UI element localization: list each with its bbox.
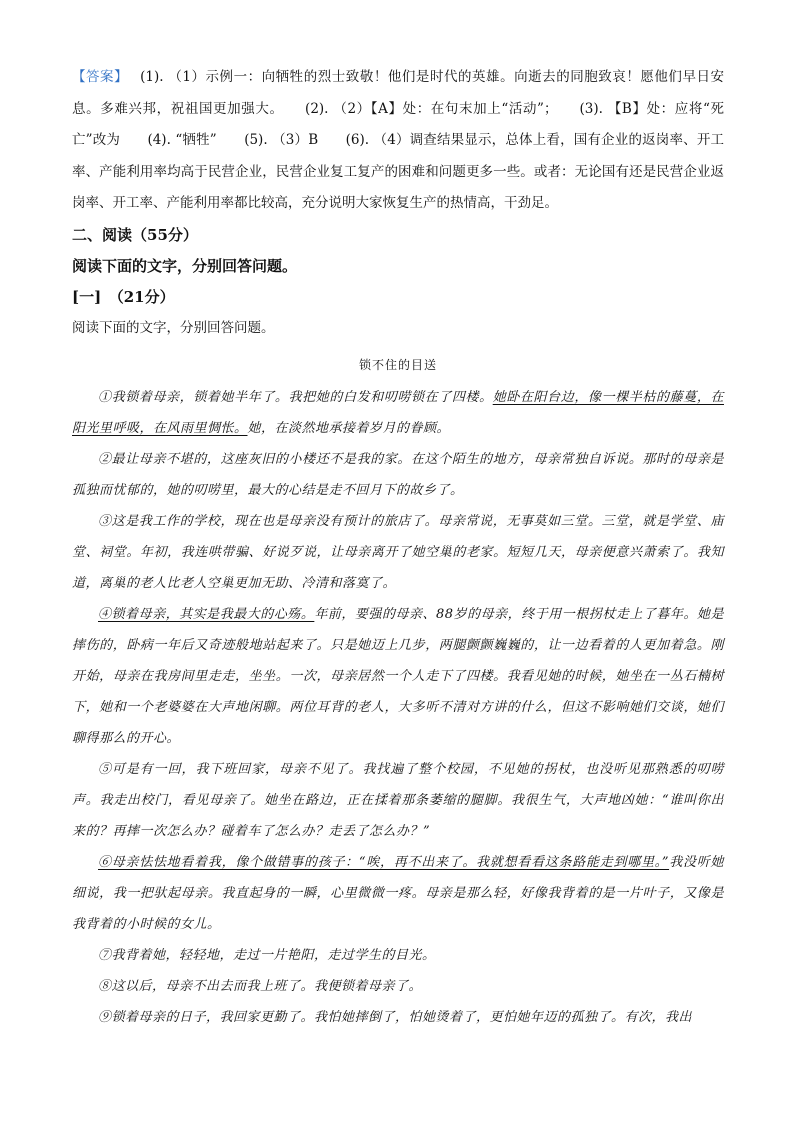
paragraph-3: ③这是我工作的学校，现在也是母亲没有预计的旅店了。母亲常说，无事莫如三堂。三堂，就是学堂、庙堂、祠堂。年初，我连哄带骗、好说歹说，让母亲离开了她空巢的老家。短短几天，母亲便意兴萧索了。我知道，离巢的老人比老人空巢更加无助、冷清和落寞了。 [72, 513, 724, 591]
paragraph-7: ⑦我背着她，轻轻地，走过一片艳阳，走过学生的目光。 [98, 947, 436, 963]
paragraph-2: ②最让母亲不堪的，这座灰旧的小楼还不是我的家。在这个陌生的地方，母亲常独自诉说。那时的母亲是孤独而忧郁的，她的叨唠里，最大的心结是走不回月下的故乡了。 [72, 451, 724, 498]
part-heading: [一] （21分） [72, 287, 175, 306]
paragraph-6 [72, 847, 724, 940]
answer-tag: 【答案】 [72, 69, 129, 85]
paragraph-1-text-b: 她，在淡然地承接着岁月的眷顾。 [247, 420, 451, 436]
paragraph-4-underlined: ④锁着母亲，其实是我最大的心殇。 [98, 606, 315, 622]
section-title: 二、阅读（55分） [72, 225, 198, 244]
paragraph-5: ⑤可是有一回，我下班回家，母亲不见了。我找遍了整个校园，不见她的拐杖，也没听见那熟悉的叨唠声。我走出校门，看见母亲了。她坐在路边，正在揉着那条萎缩的腿脚。我很生气，大声地凶她：“谁叫你出来的？再摔一次怎么办？碰着车了怎么办？走丢了怎么办？” [72, 761, 724, 839]
answer-block [72, 62, 724, 220]
answer-text: (1). （1）示例一：向牺牲的烈士致敬！他们是时代的英雄。向逝去的同胞致哀！愿他们早日安息。多难兴邦，祝祖国更加强大。 (2). （2）【A】处：在句末加上“活动”； (3). 【B】处：应将“死亡”改为 (4). “牺牲” (5). （3）B (6). （4）调查结果显示，总体上看，国有企业的返岗率、开工率、产能利用率均高于民营企业，民营企业复工复产的困难和问题更多一些。或者：无论国有还是民营企业返岗率、开工率、产能利用率都比较高，充分说明大家恢复生产的热情高，干劲足。 [72, 69, 724, 211]
paragraph-1-underlined: 她卧在阳台边，像一棵半枯的藤蔓，在阳光里呼吸，在风雨里惆怅。 [72, 389, 724, 436]
story-title: 锁不住的目送 [358, 357, 437, 372]
paragraph-6-underlined: ⑥母亲怯怯地看着我，像个做错事的孩子：“唉，再不出来了。我就想看看这条路能走到哪里。” [98, 854, 670, 870]
paragraph-4 [72, 599, 724, 754]
paragraph-1 [72, 382, 724, 444]
paragraph-6-text: 我没听她细说，我一把驮起母亲。我直起身的一瞬，心里微微一疼。母亲是那么轻，好像我背着的是一片叶子，又像是我背着的小时候的女儿。 [72, 854, 724, 932]
paragraph-1-text-a: ①我锁着母亲，锁着她半年了。我把她的白发和叨唠锁在了四楼。 [98, 389, 493, 405]
page-content [72, 62, 724, 1033]
paragraph-9: ⑨锁着母亲的日子，我回家更勤了。我怕她摔倒了，怕她烫着了，更怕她年迈的孤独了。有次，我出 [98, 1009, 693, 1025]
paragraph-8: ⑧这以后，母亲不出去而我上班了。我便锁着母亲了。 [98, 978, 423, 994]
section-instruction: 阅读下面的文字，分别回答问题。 [72, 256, 298, 275]
paragraph-4-text: 年前，要强的母亲、88岁的母亲，终于用一根拐杖走上了暮年。她是摔伤的，卧病一年后又奇迹般地站起来了。只是她迈上几步，两腿颤颤巍巍的，让一边看着的人更加着急。刚开始，母亲在我房间里走走，坐坐。一次，母亲居然一个人走下了四楼。我看见她的时候，她坐在一丛石楠树下，她和一个老婆婆在大声地闲聊。两位耳背的老人，大多听不清对方讲的什么，但这不影响她们交谈，她们聊得那么的开心。 [72, 606, 724, 746]
sub-instruction: 阅读下面的文字，分别回答问题。 [72, 319, 275, 336]
